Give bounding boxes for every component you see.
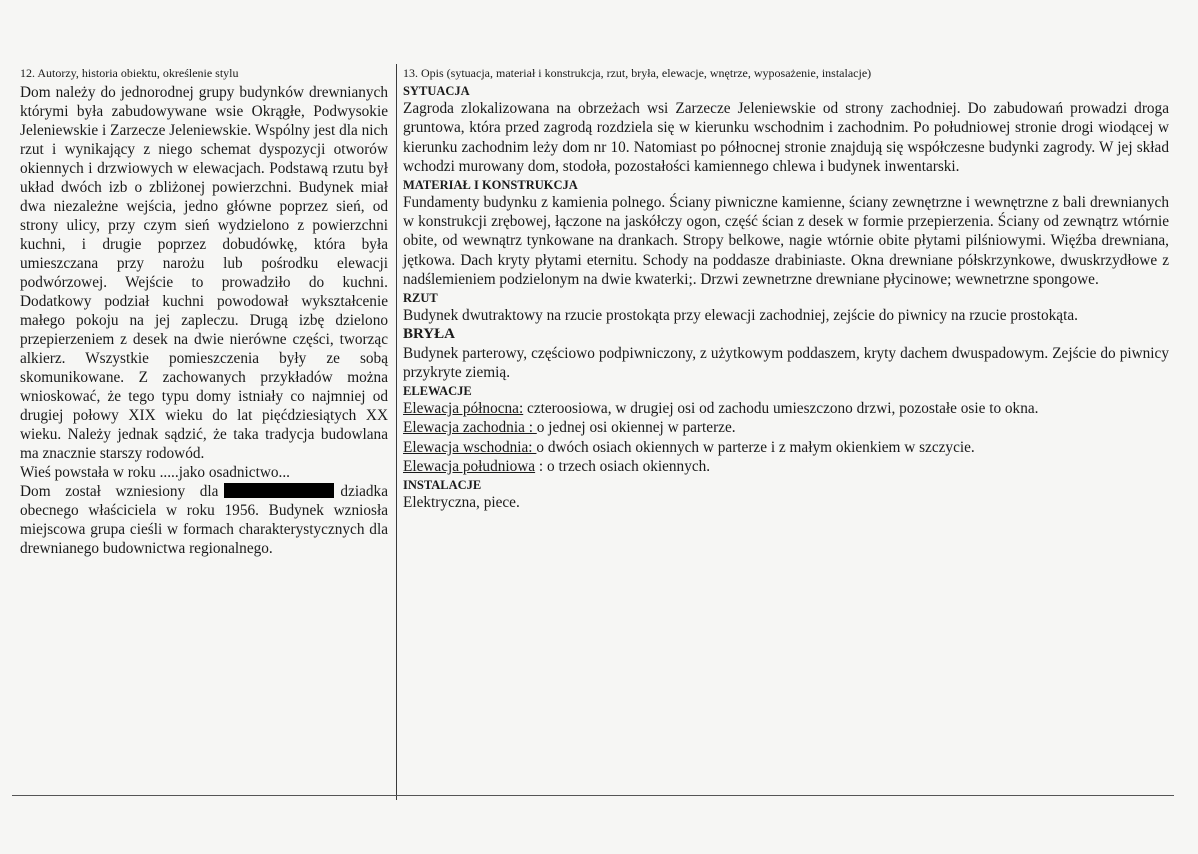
history-text — [20, 83, 388, 558]
elewacja-item — [403, 438, 1169, 457]
elewacja-item — [403, 399, 1169, 418]
elewacja-label: Elewacja wschodnia: — [403, 438, 537, 456]
bottom-rule — [12, 795, 1174, 796]
elewacja-item — [403, 418, 1169, 437]
bryla-text: Budynek parterowy, częściowo podpiwniczony, z użytkowym poddaszem, kryty dachem dwuspadowym. Zejście do piwnicy przykryte ziemią. — [403, 345, 1169, 382]
elewacja-label: Elewacja południowa — [403, 458, 536, 476]
elewacja-label: Elewacja północna: — [403, 399, 524, 417]
material-text: Fundamenty budynku z kamienia polnego. Ściany piwniczne kamienne, ściany zewnętrzne i wewnętrzne z bali drewnianych w konstrukcji zrębowej, łączone na jaskółczy ogon, część ścian z desek w formie przepierzenia. Ściany od zewnątrz wtórnie obite, od wewnątrz tynkowane na drankach. Stropy belkowe, nagie wtórnie obite płytami pilśniowymi. Więźba drewniana, jętkowa. Dach kryty płytami eternitu. Schody na poddasze drabiniaste. Okna drewniane półskrzynkowe, dwuskrzydłowe z nadślemieniem podzielonym na dwie kwaterki;. Drzwi zewnetrzne drewniane płycinowe; wewnetrzne spongowe. — [403, 193, 1169, 289]
instalacje-text: Elektryczna, piece. — [403, 493, 520, 511]
material-heading: MATERIAŁ I KONSTRUKCJA — [403, 177, 578, 192]
column-divider — [396, 64, 397, 800]
history-paragraph-1: Dom należy do jednorodnej grupy budynków drewnianych którymi była zabudowywane wsie Okrągłe, Podwysokie Jeleniewskie i Zarzecze Jeleniewskie. Wspólny jest dla nich rzut i wynikający z niego schemat dyspozycji otworów okiennych i drzwiowych w elewacjach. Podstawą rzutu był układ dwóch izb o zbliżonej powierzchni. Budynek miał dwa niezależne wejścia, jedno główne poprzez sień, od strony ulicy, przy czym sień wydzielono z powierzchni kuchni, i drugie poprzez dobudówkę, która była umieszczana przy narożu lub pośrodku elewacji podwórzowej. Wejście to prowadziło do kuchni. Dodatkowy podział kuchni powodował wykształcenie małego pokoju na jej zapleczu. Drugą izbę dzielono przepierzeniem z desek na dwie nierówne części, tworząc alkierz. Wszystkie pomieszczenia były ze sobą skomunikowane. Z zachowanych przykładów można wnioskować, że tego typu domy istniały co najmniej od drugiej połowy XIX wieku do lat pięćdziesiątych XX wieku. Należy jednak sądzić, że taka tradycja budowlana ma znacznie starszy rodowód. — [20, 84, 388, 462]
description-text — [403, 83, 1169, 512]
instalacje-heading: INSTALACJE — [403, 477, 482, 492]
section-13-header: 13. Opis (sytuacja, materiał i konstrukcja, rzut, bryła, elewacje, wnętrze, wyposażenie, instalacje) — [403, 66, 872, 80]
history-paragraph-2: Wieś powstała w roku .....jako osadnictwo... — [20, 464, 291, 481]
history-paragraph-3-start: Dom został wzniesiony dla — [20, 483, 219, 500]
bryla-heading: BRYŁA — [403, 326, 455, 343]
elewacja-desc: : o trzech osiach okiennych. — [535, 458, 711, 476]
elewacja-desc: czteroosiowa, w drugiej osi od zachodu umieszczono drzwi, pozostałe osie to okna. — [523, 399, 1039, 417]
elewacje-heading: ELEWACJE — [403, 383, 472, 398]
elewacja-item — [403, 457, 1169, 476]
elewacja-desc: o dwóch osiach okiennych w parterze i z małym okienkiem w szczycie. — [536, 438, 975, 456]
right-column — [403, 66, 1169, 512]
history-paragraph-3 — [20, 482, 388, 558]
history-paragraph-3-end: dziadka obecnego właściciela w roku 1956. Budynek wzniosła miejscowa grupa cieśli w formach charakterystycznych dla drewnianego budownictwa regionalnego. — [20, 483, 388, 557]
redaction-bar — [224, 483, 334, 498]
rzut-text: Budynek dwutraktowy na rzucie prostokąta przy elewacji zachodniej, zejście do piwnicy na rzucie prostokąta. — [403, 306, 1078, 324]
elewacja-label: Elewacja zachodnia : — [403, 419, 537, 437]
sytuacja-heading: SYTUACJA — [403, 84, 470, 98]
rzut-heading: RZUT — [403, 290, 438, 305]
sytuacja-text: Zagroda zlokalizowana na obrzeżach wsi Zarzecze Jeleniewskie od strony zachodniej. Do zabudowań prowadzi droga gruntowa, która przed zagrodą rozdziela się w kierunku wschodnim i zachodnim. Po południowej stronie drogi wiodącej w kierunku zachodnim leży dom nr 10. Natomiast po północnej stronie znajdują się współczesne budynki zagrody. W jej skład wchodzi murowany dom, stodoła, pozostałości kamiennego chlewa i budynek inwentarski. — [403, 100, 1169, 176]
section-12-header: 12. Autorzy, historia obiektu, określenie stylu — [20, 66, 239, 80]
left-column — [20, 66, 388, 558]
elewacja-desc: o jednej osi okiennej w parterze. — [536, 419, 736, 437]
